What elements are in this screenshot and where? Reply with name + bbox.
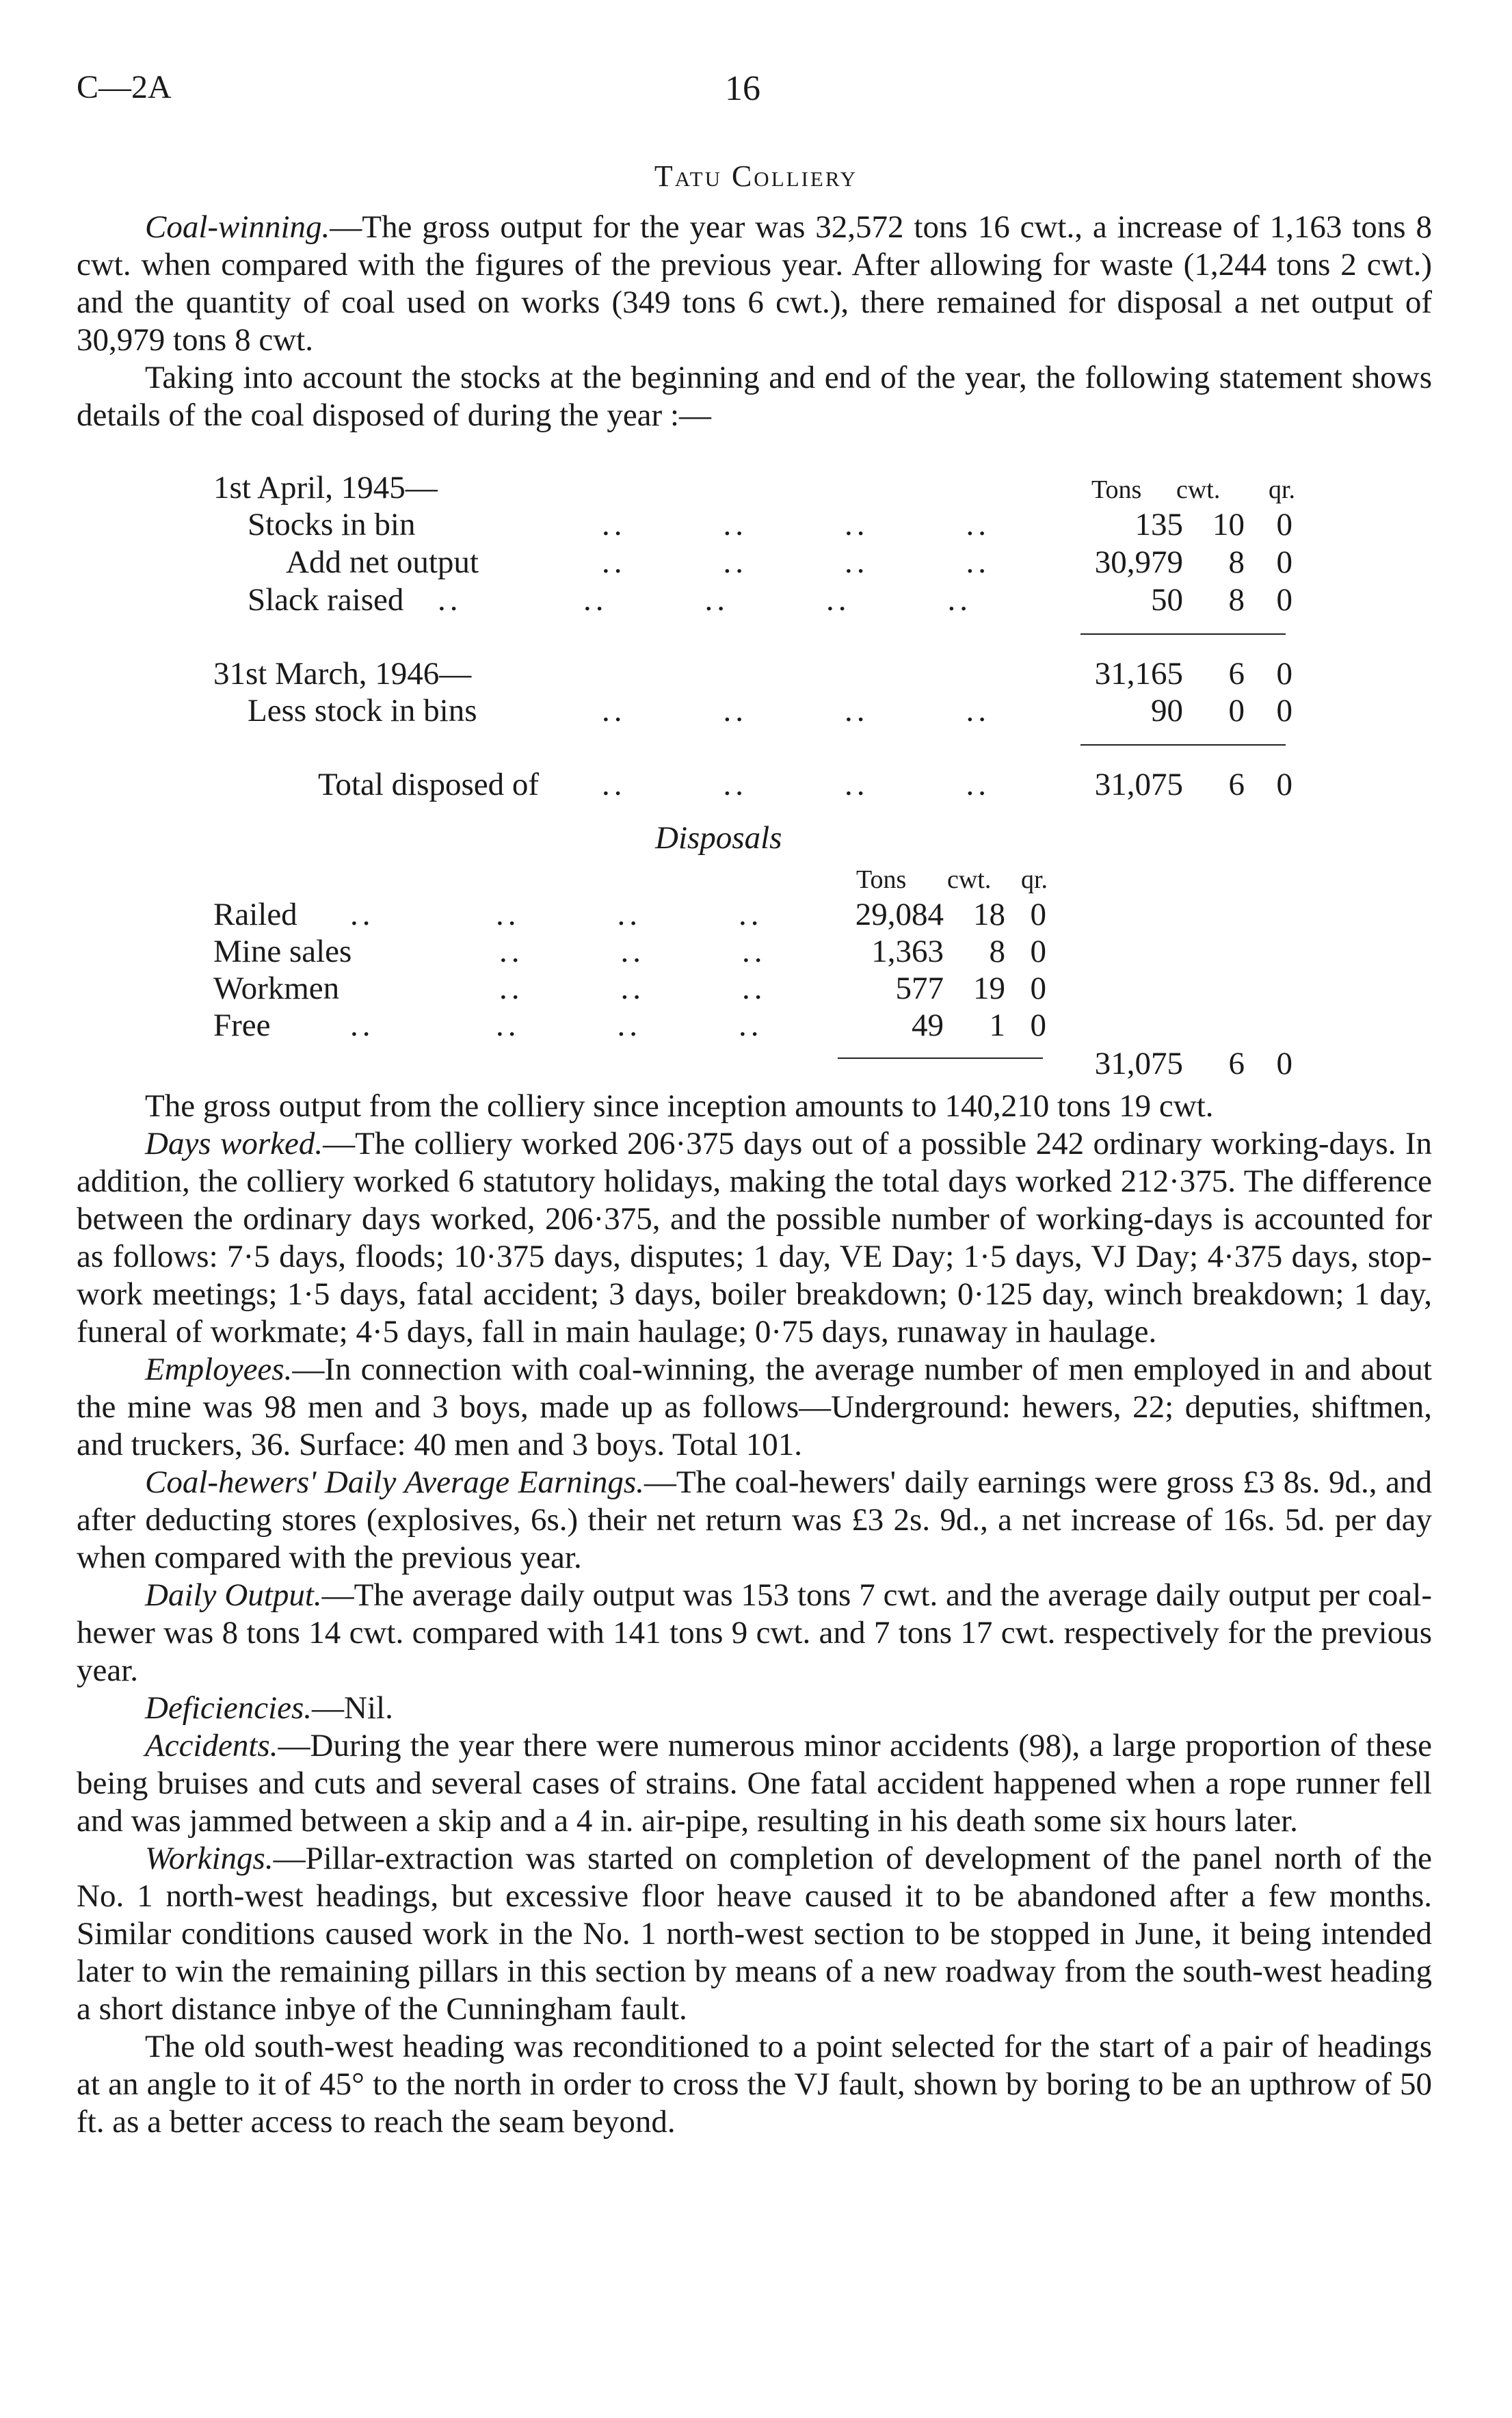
total-disposed-label: Total disposed of xyxy=(318,767,540,802)
leader-dots: .. .. .. xyxy=(499,971,767,1006)
daily-output-paragraph xyxy=(77,1577,1432,1690)
earnings-heading: Coal-hewers' Daily Average Earnings. xyxy=(145,1464,644,1500)
statement-cwt: 8 xyxy=(1228,582,1245,618)
employees-paragraph xyxy=(77,1351,1432,1464)
statement-cwt: 10 xyxy=(1212,507,1245,542)
disposals-qr: 0 xyxy=(1030,934,1046,969)
leader-dots: .. .. .. .. xyxy=(350,1008,763,1043)
accidents-heading: Accidents. xyxy=(145,1728,278,1763)
disposals-total-tons: 31,075 xyxy=(1094,1046,1183,1081)
disposals-tons: 577 xyxy=(895,971,944,1006)
coal-winning-heading: Coal-winning. xyxy=(145,209,330,245)
statement-tons: 135 xyxy=(1135,507,1183,542)
less-stock-label: Less stock in bins xyxy=(248,693,477,728)
employees-heading: Employees. xyxy=(145,1352,293,1387)
subtotal-rule xyxy=(1080,633,1286,635)
days-worked-paragraph xyxy=(77,1125,1432,1351)
total-qr: 0 xyxy=(1276,767,1292,802)
workings-text: —Pillar-extraction was started on completion of development of the panel north of the No. 1 north-west headings, but excessive floor heave caused it to be abandoned after a few months. Similar conditions caused work in the No. 1 north-west section to be stopped in June, it being intended later to win the remaining pillars in this section by means of a new roadway from the south-west heading a short distance inbye of the Cunningham fault. xyxy=(77,1841,1432,2027)
disposals-tons: 1,363 xyxy=(871,934,944,969)
leader-dots: .. .. .. .. xyxy=(602,693,990,728)
leader-dots: .. .. .. .. xyxy=(602,544,990,580)
subtotal-qr: 0 xyxy=(1276,656,1292,692)
days-worked-heading: Days worked. xyxy=(145,1126,323,1161)
statement-col-cwt: cwt. xyxy=(1176,475,1221,504)
disposals-row-label: Workmen xyxy=(213,971,340,1006)
gross-since-paragraph: The gross output from the colliery since inception amounts to 140,210 tons 19 cwt. xyxy=(145,1088,1214,1124)
document-code: C—2A xyxy=(77,69,172,105)
disposals-rule xyxy=(838,1057,1043,1059)
daily-output-text: —The average daily output was 153 tons 7 cwt. and the average daily output per coal-hewer was 8 tons 14 cwt. compared with 141 tons 9 cwt. and 7 tons 17 cwt. respectively for the previous year. xyxy=(77,1577,1432,1688)
total-tons: 31,075 xyxy=(1094,767,1183,802)
body-block xyxy=(77,1088,1432,2141)
south-west-heading-paragraph: The old south-west heading was reconditioned to a point selected for the start of a pair of headings at an angle to it of 45° to the north in order to cross the VJ fault, shown by boring to be an upthrow of 50 ft. as a better access to reach the seam beyond. xyxy=(77,2029,1432,2140)
disposals-col-qr: qr. xyxy=(1021,865,1048,894)
statement-col-tons: Tons xyxy=(1091,475,1142,504)
disposals-cwt: 19 xyxy=(973,971,1005,1006)
leader-dots: .. .. .. xyxy=(499,934,767,969)
disposals-tons: 49 xyxy=(912,1008,944,1043)
total-rule xyxy=(1080,744,1286,746)
section-title: Tatu Colliery xyxy=(654,159,858,193)
leader-dots: .. .. .. .. xyxy=(350,897,763,932)
accidents-text: —During the year there were numerous minor accidents (98), a large proportion of these being bruises and cuts and several cases of strains. One fatal accident happened when a rope runner fell and was jammed between a skip and a 4 in. air-pipe, resulting in his death some six hours later. xyxy=(77,1728,1432,1839)
statement-qr: 0 xyxy=(1276,544,1292,580)
deficiencies-paragraph xyxy=(77,1690,1432,1727)
deficiencies-heading: Deficiencies. xyxy=(145,1690,313,1726)
earnings-paragraph xyxy=(77,1464,1432,1577)
disposals-row-label: Free xyxy=(213,1008,271,1043)
disposals-total-qr: 0 xyxy=(1276,1046,1292,1081)
daily-output-heading: Daily Output. xyxy=(145,1577,322,1613)
employees-text: —In connection with coal-winning, the average number of men employed in and about the mine was 98 men and 3 boys, made up as follows—Underground: hewers, 22; deputies, shiftmen, and truckers, 36. Surface: 40 men and 3 boys. Total 101. xyxy=(77,1352,1432,1462)
earnings-text: —The coal-hewers' daily earnings were gross £3 8s. 9d., and after deducting stores (explosives, 6s.) their net return was £3 2s. 9d., a net increase of 16s. 5d. per day when compared with the previous year. xyxy=(77,1464,1432,1575)
statement-col-qr: qr. xyxy=(1269,475,1296,504)
less-stock-qr: 0 xyxy=(1276,693,1292,728)
subtotal-cwt: 6 xyxy=(1228,656,1245,692)
disposals-cwt: 8 xyxy=(989,934,1005,969)
statement-row-label: Stocks in bin xyxy=(248,507,416,542)
statement-row-label: Add net output xyxy=(286,544,479,580)
statement-tons: 30,979 xyxy=(1094,544,1183,580)
coal-winning-paragraph xyxy=(77,209,1432,359)
leader-dots: .. .. .. .. xyxy=(602,507,990,542)
disposals-caption: Disposals xyxy=(655,820,782,856)
statement-tons: 50 xyxy=(1151,582,1183,618)
less-stock-tons: 90 xyxy=(1151,693,1183,728)
statement-row-label: Slack raised xyxy=(248,582,404,618)
leader-dots: .. .. .. .. xyxy=(602,767,990,802)
days-worked-text: —The colliery worked 206·375 days out of a possible 242 ordinary working-days. In addition, the colliery worked 6 statutory holidays, making the total days worked 212·375. The difference between the ordinary days worked, 206·375, and the possible number of working-days is accounted for as follows: 7·5 days, floods; 10·375 days, disputes; 1 day, VE Day; 1·5 days, VJ Day; 4·375 days, stop-work meetings; 1·5 days, fatal accident; 3 days, boiler breakdown; 0·125 day, winch breakdown; 1 day, funeral of workmate; 4·5 days, fall in main haulage; 0·75 days, runaway in haulage. xyxy=(77,1126,1432,1350)
disposals-total-cwt: 6 xyxy=(1228,1046,1245,1081)
disposals-cwt: 1 xyxy=(989,1008,1005,1043)
disposals-row-label: Mine sales xyxy=(213,934,352,969)
disposals-qr: 0 xyxy=(1030,897,1046,932)
disposals-col-tons: Tons xyxy=(856,865,907,894)
page-number: 16 xyxy=(725,69,760,108)
workings-paragraph xyxy=(77,1840,1432,2028)
coal-winning-text: —The gross output for the year was 32,572 tons 16 cwt., a increase of 1,163 tons 8 cwt. when compared with the figures of the previous year. After allowing for waste (1,244 tons 2 cwt.) and the quantity of coal used on works (349 tons 6 cwt.), there remained for disposal a net output of 30,979 tons 8 cwt. xyxy=(77,209,1432,358)
disposals-qr: 0 xyxy=(1030,971,1046,1006)
disposals-cwt: 18 xyxy=(973,897,1005,932)
statement-date-2: 31st March, 1946— xyxy=(213,656,472,692)
subtotal-tons: 31,165 xyxy=(1094,656,1183,692)
disposals-col-cwt: cwt. xyxy=(947,865,992,894)
statement-cwt: 8 xyxy=(1228,544,1245,580)
statement-qr: 0 xyxy=(1276,582,1292,618)
disposals-tons: 29,084 xyxy=(855,897,944,932)
less-stock-cwt: 0 xyxy=(1228,693,1245,728)
statement-qr: 0 xyxy=(1276,507,1292,542)
total-cwt: 6 xyxy=(1228,767,1245,802)
intro-block xyxy=(77,209,1432,434)
disposals-row-label: Railed xyxy=(213,897,297,932)
deficiencies-text: —Nil. xyxy=(312,1690,393,1726)
workings-heading: Workings. xyxy=(145,1841,274,1876)
accidents-paragraph xyxy=(77,1727,1432,1840)
leader-dots: .. .. .. .. .. xyxy=(438,582,972,618)
statement-intro-paragraph: Taking into account the stocks at the beginning and end of the year, the following statement shows details of the coal disposed of during the year :— xyxy=(77,360,1432,433)
statement-date-1: 1st April, 1945— xyxy=(213,470,438,505)
disposals-qr: 0 xyxy=(1030,1008,1046,1043)
